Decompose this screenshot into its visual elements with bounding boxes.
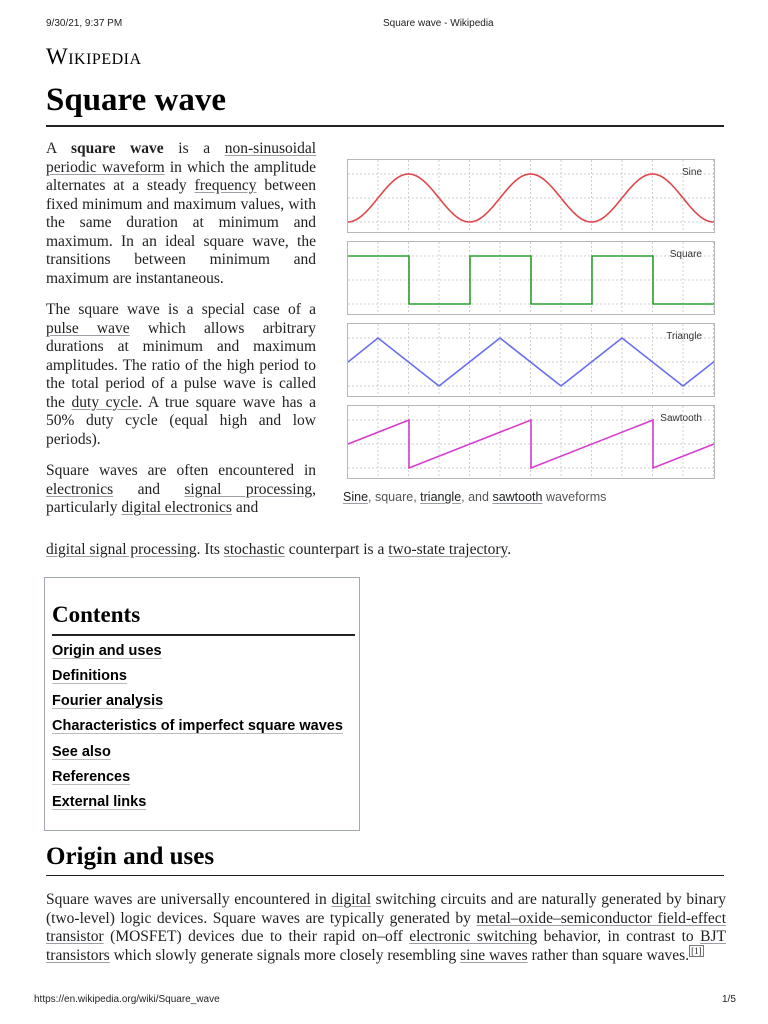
section-heading-origin-and-uses: Origin and uses bbox=[46, 843, 215, 870]
link-duty-cycle[interactable]: duty cycle bbox=[71, 393, 139, 411]
triangle-panel bbox=[347, 323, 715, 397]
section-divider bbox=[46, 875, 724, 876]
link-pulse-wave[interactable]: pulse wave bbox=[46, 319, 130, 337]
link-stochastic[interactable]: stochastic bbox=[223, 541, 285, 558]
toc-item-fourier-analysis[interactable]: Fourier analysis bbox=[52, 693, 164, 709]
lead-paragraph-1: A square wave is a non-sinusoidal periodic waveform in which the amplitude alternates at a steady frequency between fixed minimum and maximum values, with the same duration at minimum and maximum. In an ideal square wave, the transitions between minimum and maximum are instantaneous. bbox=[46, 140, 317, 287]
table-of-contents bbox=[44, 577, 360, 831]
link-mosfet[interactable]: metal–oxide–semiconductor field-effect transistor bbox=[46, 909, 726, 946]
link-digital-electronics[interactable]: digital electronics bbox=[121, 499, 232, 516]
link-sine[interactable]: Sine bbox=[343, 490, 369, 504]
sawtooth-panel bbox=[347, 405, 715, 479]
link-two-state-trajectory[interactable]: two-state trajectory bbox=[388, 541, 508, 558]
toc-item-external-links[interactable]: External links bbox=[52, 794, 147, 810]
link-electronics[interactable]: electronics bbox=[46, 480, 114, 498]
lead-paragraph-3-continued: digital signal processing. Its stochastic counterpart is a two-state trajectory. bbox=[46, 541, 512, 558]
origin-paragraph: Square waves are universally encountered in digital switching circuits and are naturally generated by binary (two-level) logic devices. Square waves are typically generated by metal–oxide–semiconductor field-effect transistor (MOSFET) devices due to their rapid on–off electronic switching behavior, in contrast to BJT transistors which slowly generate signals more closely resembling sine waves rather than square waves. [1] bbox=[46, 891, 727, 965]
square-wave-line bbox=[348, 256, 714, 304]
sine-grid bbox=[348, 160, 714, 232]
toc-item-see-also[interactable]: See also bbox=[52, 744, 111, 760]
print-page-title: Square wave - Wikipedia bbox=[383, 18, 494, 29]
link-signal-processing[interactable]: signal processing bbox=[184, 480, 313, 498]
reference-1[interactable]: [1] bbox=[691, 945, 702, 956]
title-divider bbox=[46, 125, 724, 127]
link-triangle[interactable]: triangle bbox=[420, 490, 462, 504]
lead-section bbox=[46, 140, 316, 531]
triangle-waveform-graphic bbox=[348, 324, 714, 396]
figure-caption: Sine, square, triangle, and sawtooth waveforms bbox=[343, 490, 607, 504]
square-panel bbox=[347, 241, 715, 315]
print-datetime: 9/30/21, 9:37 PM bbox=[46, 18, 123, 29]
square-waveform-graphic bbox=[348, 242, 714, 314]
link-sawtooth[interactable]: sawtooth bbox=[492, 490, 543, 504]
wikipedia-logo[interactable]: Wikipedia bbox=[46, 44, 142, 69]
triangle-label: Triangle bbox=[666, 331, 702, 342]
link-digital[interactable]: digital bbox=[331, 891, 371, 908]
lead-paragraph-3: Square waves are often encountered in electronics and signal processing, particularly digital electronics and bbox=[46, 462, 316, 516]
sine-panel bbox=[347, 159, 715, 233]
sawtooth-waveform-graphic bbox=[348, 406, 714, 478]
link-electronic-switching[interactable]: electronic switching bbox=[409, 928, 538, 946]
toc-title: Contents bbox=[52, 602, 141, 627]
toc-item-characteristics[interactable]: Characteristics of imperfect square waves bbox=[52, 718, 343, 734]
link-frequency[interactable]: frequency bbox=[194, 177, 257, 194]
link-non-sinusoidal-waveform[interactable]: non-sinusoidal periodic waveform bbox=[46, 140, 317, 176]
link-sine-waves[interactable]: sine waves bbox=[460, 947, 528, 965]
sawtooth-wave-line bbox=[348, 420, 714, 468]
bold-term: square wave bbox=[70, 140, 164, 157]
print-url: https://en.wikipedia.org/wiki/Square_wave bbox=[34, 994, 220, 1005]
link-digital-signal-processing[interactable]: digital signal processing bbox=[46, 541, 197, 558]
lead-paragraph-2: The square wave is a special case of a pulse wave which allows arbitrary durations at minimum and maximum amplitudes. The ratio of the high period to the total period of a pulse wave is called the duty cycle. A true square wave has a 50% duty cycle (equal high and low periods). bbox=[46, 301, 317, 448]
sine-waveform-graphic bbox=[348, 160, 714, 232]
triangle-grid bbox=[348, 324, 714, 396]
square-label: Square bbox=[669, 249, 702, 260]
sawtooth-label: Sawtooth bbox=[660, 413, 702, 424]
toc-divider bbox=[52, 634, 355, 636]
sine-label: Sine bbox=[681, 167, 702, 178]
link-bjt-transistors[interactable]: BJT transistors bbox=[46, 928, 727, 965]
print-page-number: 1/5 bbox=[722, 994, 736, 1005]
toc-item-definitions[interactable]: Definitions bbox=[52, 668, 127, 684]
toc-item-origin-and-uses[interactable]: Origin and uses bbox=[52, 643, 162, 659]
page-title: Square wave bbox=[46, 82, 226, 118]
toc-item-references[interactable]: References bbox=[52, 769, 131, 785]
